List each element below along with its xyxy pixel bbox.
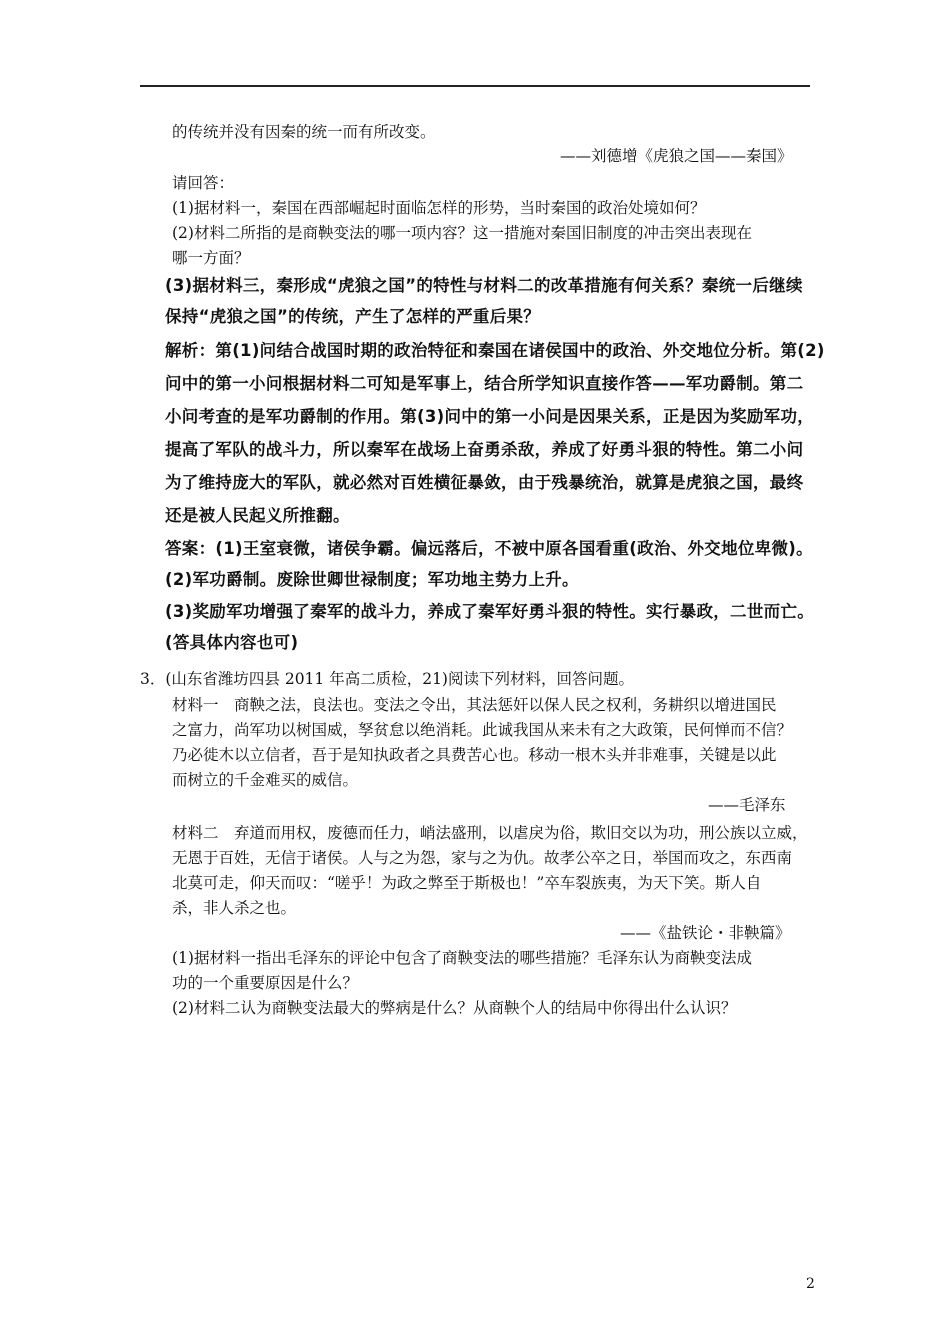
q3-question-line: (2)材料二认为商鞅变法最大的弊病是什么？从商鞅个人的结局中你得出什么认识？ <box>172 999 737 1017</box>
analysis-line: 还是被人民起义所推翻。 <box>165 506 350 525</box>
q3-material1-line: 乃必徙木以立信者，吾于是知执政者之具费苦心也。移动一根木头并非难事，关键是以此 <box>172 746 777 764</box>
analysis-line: 小问考查的是军功爵制的作用。第(3)问中的第一小问是因果关系，正是因为奖励军功， <box>165 407 815 426</box>
q2-question-3-cont: 保持“虎狼之国”的传统，产生了怎样的严重后果？ <box>165 307 541 326</box>
q2-prompt: 请回答： <box>172 174 235 192</box>
analysis-line: 提高了军队的战斗力，所以秦军在战场上奋勇杀敌，养成了好勇斗狠的特性。第二小问 <box>165 440 804 459</box>
q3-material2-line: 杀，非人杀之也。 <box>172 899 297 917</box>
page-number: 2 <box>806 1276 815 1292</box>
q3-heading: 3．(山东省潍坊四县 2011 年高二质检，21)阅读下列材料，回答问题。 <box>140 670 634 688</box>
q3-material2-line: 无恩于百姓，无信于诸侯。人与之为怨，家与之为仇。故孝公卒之日，举国而攻之，东西南 <box>172 849 793 867</box>
q2-text-line: 的传统并没有因秦的统一而有所改变。 <box>172 123 436 141</box>
q3-material1-line: 材料一 商鞅之法，良法也。变法之令出，其法惩奸以保人民之权利，务耕织以增进国民 <box>172 696 777 714</box>
answer-line: (答具体内容也可) <box>165 633 299 652</box>
q2-question-1: (1)据材料一，秦国在西部崛起时面临怎样的形势，当时秦国的政治处境如何？ <box>172 199 706 217</box>
answer-line: 答案：(1)王室衰微，诸侯争霸。偏远落后，不被中原各国看重(政治、外交地位卑微)。 <box>165 539 813 558</box>
q3-question-line: 功的一个重要原因是什么？ <box>172 974 359 992</box>
answer-line: (3)奖励军功增强了秦军的战斗力，养成了秦军好勇斗狠的特性。实行暴政，二世而亡。 <box>165 602 815 621</box>
q3-source2: ——《盐铁论・非鞅篇》 <box>620 924 791 942</box>
answer-line: (2)军功爵制。废除世卿世禄制度；军功地主势力上升。 <box>165 570 579 589</box>
q3-material2-line: 北莫可走，仰天而叹：“嗟乎！为政之弊至于斯极也！”卒车裂族夷，为天下笑。斯人自 <box>172 874 762 892</box>
q2-question-2: (2)材料二所指的是商鞅变法的哪一项内容？这一措施对秦国旧制度的冲击突出表现在 <box>172 224 752 242</box>
q3-material2-line: 材料二 弃道而用权，废德而任力，峭法盛刑，以虐戾为俗，欺旧交以为功，刑公族以立威， <box>172 824 808 842</box>
analysis-line: 解析：第(1)问结合战国时期的政治特征和秦国在诸侯国中的政治、外交地位分析。第(2) <box>165 341 825 360</box>
q3-source1: ——毛泽东 <box>708 796 786 814</box>
q2-question-2-cont: 哪一方面？ <box>172 249 250 267</box>
q3-question-line: (1)据材料一指出毛泽东的评论中包含了商鞅变法的哪些措施？毛泽东认为商鞅变法成 <box>172 949 752 967</box>
analysis-line: 为了维持庞大的军队，就必然对百姓横征暴敛，由于残暴统治，就算是虎狼之国，最终 <box>165 473 804 492</box>
q2-source: ——刘德增《虎狼之国——秦国》 <box>560 147 793 165</box>
q2-question-3: (3)据材料三，秦形成“虎狼之国”的特性与材料二的改革措施有何关系？秦统一后继续 <box>165 276 803 295</box>
header-rule <box>140 85 810 87</box>
q3-material1-line: 而树立的千金难买的威信。 <box>172 771 359 789</box>
q3-material1-line: 之富力，尚军功以树国威，孥贫怠以绝消耗。此诚我国从来未有之大政策，民何惮而不信？ <box>172 721 793 739</box>
analysis-line: 问中的第一小问根据材料二可知是军事上，结合所学知识直接作答——军功爵制。第二 <box>165 374 804 393</box>
